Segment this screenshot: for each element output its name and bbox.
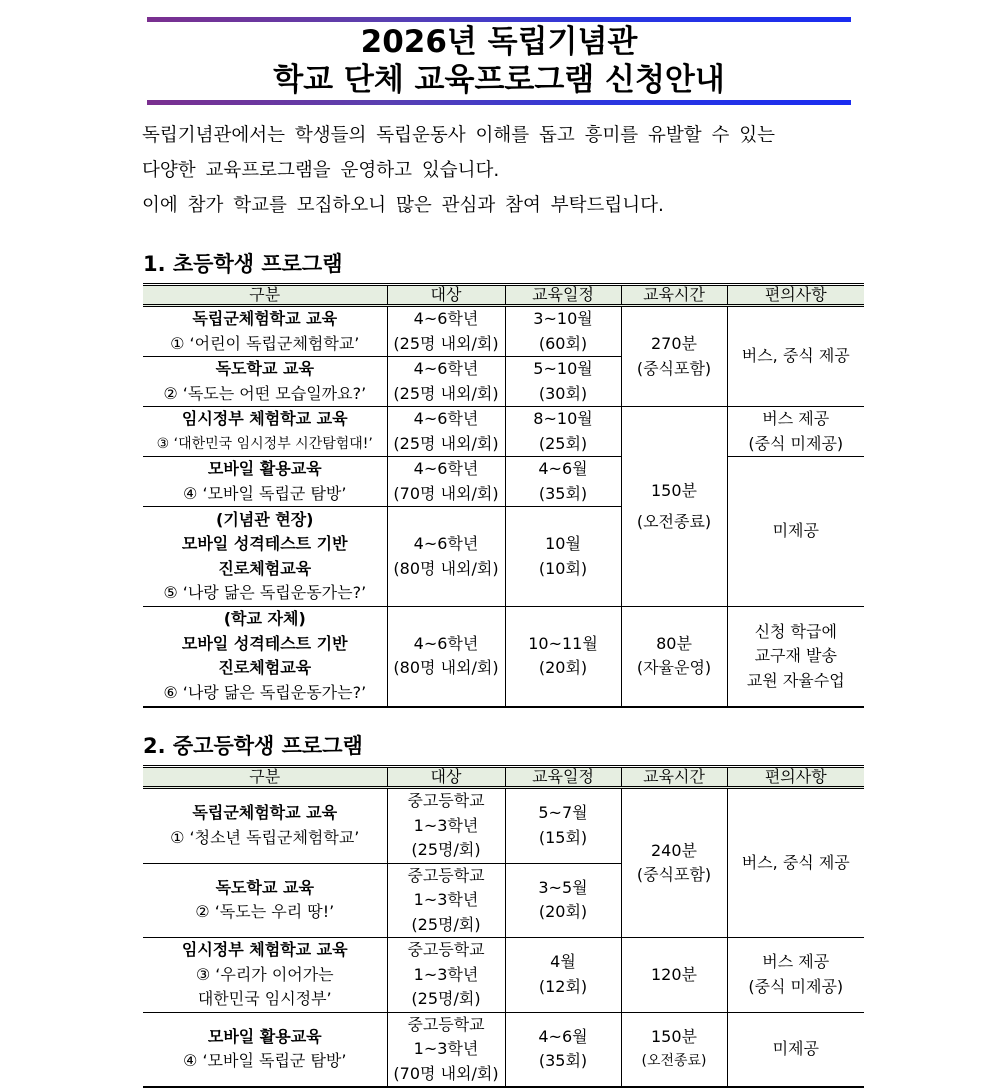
time-cell [621,788,727,938]
target-grade: 4~6학년 [413,534,479,553]
page-title-line1: 2026년 독립기념관 [360,24,638,60]
program-name: 모바일 활용교육 [207,459,322,478]
convenience-text: 신청 학급에 [754,621,837,641]
convenience-text: (중식 미제공) [748,433,844,453]
schedule-cell [505,306,621,357]
title-top-bar [147,17,851,22]
target-grade: 4~6학년 [413,633,479,653]
program-subtitle: ① ‘어린이 독립군체험학교’ [170,333,360,353]
program-subtitle: ② ‘독도는 어떤 모습일까요?’ [163,383,367,403]
schedule-months: 3~10월 [533,309,593,328]
convenience-text: 버스 제공 [762,952,830,972]
convenience-text: 버스, 중식 제공 [741,346,850,366]
program-name: (기념관 현장) [216,509,314,529]
col-header: 구분 [143,767,387,788]
target-size: (70명 내외/회) [393,483,499,503]
schedule-count: (25회) [538,433,588,453]
convenience-text: 버스 제공 [762,409,830,428]
col-header: 교육시간 [621,285,727,306]
schedule-cell [505,863,621,938]
target-cell [387,507,505,607]
schedule-months: 5~7월 [538,803,588,823]
col-header: 대상 [387,285,505,306]
schedule-cell [505,788,621,864]
intro-paragraph [142,118,852,223]
time-note: (중식포함) [636,865,712,884]
col-header: 교육일정 [505,767,621,788]
convenience-text: 교구재 발송 [754,646,837,665]
program-subtitle: ⑤ ‘나랑 닮은 독립운동가는?’ [163,583,367,602]
target-size: (80명 내외/회) [393,558,499,578]
table-row [143,788,864,864]
program-name: 모바일 성격테스트 기반 [181,633,348,653]
program-name: 독립군체험학교 교육 [192,803,338,823]
schedule-months: 4~6월 [538,1026,588,1046]
schedule-months: 4~6월 [538,459,588,478]
target-cell [387,1012,505,1087]
target-size: (25명/회) [411,989,481,1008]
table-header-row [143,285,864,306]
convenience-text: 교원 자율수업 [746,670,845,690]
time-cell [621,607,727,707]
program-cell [143,863,387,938]
schedule-cell [505,457,621,507]
target-cell [387,863,505,938]
program-name: 독립군체험학교 교육 [192,309,338,328]
convenience-text: 미제공 [772,521,819,541]
schedule-cell [505,607,621,707]
schedule-count: (35회) [538,483,588,503]
target-cell [387,788,505,864]
program-name: 독도학교 교육 [215,359,314,378]
schedule-cell [505,357,621,407]
target-grade: 4~6학년 [413,459,479,478]
target-cell [387,306,505,357]
table-row [143,938,864,1013]
schedule-count: (12회) [538,976,588,996]
program-cell [143,407,387,457]
program-subtitle: ④ ‘모바일 독립군 탐방’ [183,483,347,503]
time-cell [621,938,727,1013]
program-name: 독도학교 교육 [215,877,314,897]
col-header: 편의사항 [727,285,864,306]
schedule-count: (60회) [538,333,588,353]
target-size: (25명/회) [411,840,481,859]
page-title-line2: 학교 단체 교육프로그램 신청안내 [273,62,725,98]
schedule-months: 3~5월 [538,877,588,897]
program-name: 진로체험교육 [218,658,312,678]
program-name: 임시정부 체험학교 교육 [181,940,348,959]
target-grade: 4~6학년 [413,359,479,378]
section1-heading: 1. 초등학생 프로그램 [143,252,343,276]
time-cell [621,1012,727,1087]
target-grade: 4~6학년 [413,309,479,328]
convenience-cell [727,407,864,457]
program-name: 진로체험교육 [218,558,312,578]
program-cell [143,507,387,607]
target-size: (25명 내외/회) [393,333,499,353]
schedule-months: 5~10월 [533,359,593,378]
program-cell [143,938,387,1013]
col-header: 편의사항 [727,767,864,788]
target-size: (25명 내외/회) [393,383,499,403]
time-duration: 240분 [651,840,697,860]
time-note: (중식포함) [636,358,712,378]
target-grade: 1~3학년 [413,964,479,984]
program-subtitle: ① ‘청소년 독립군체험학교’ [170,827,360,847]
title-box [147,17,851,107]
program-name: 모바일 성격테스트 기반 [181,534,348,553]
target-school: 중고등학교 [407,1014,485,1034]
intro-line: 이에 참가 학교를 모집하오니 많은 관심과 참여 부탁드립니다. [142,195,664,216]
schedule-months: 10월 [545,534,581,553]
target-size: (25명/회) [411,914,481,934]
time-duration: 150분 [651,481,697,500]
target-grade: 1~3학년 [413,815,479,835]
schedule-count: (20회) [538,902,588,922]
program-subtitle: ④ ‘모바일 독립군 탐방’ [183,1051,347,1071]
table-row [143,407,864,457]
target-school: 중고등학교 [407,940,485,959]
target-size: (70명 내외/회) [393,1063,499,1083]
time-note: (오전종료) [636,511,712,531]
target-grade: 4~6학년 [413,409,479,428]
convenience-cell [727,938,864,1013]
convenience-text: (중식 미제공) [748,976,844,996]
target-grade: 1~3학년 [413,890,479,909]
schedule-count: (35회) [538,1051,588,1071]
col-header: 교육시간 [621,767,727,788]
schedule-cell [505,507,621,607]
time-cell [621,306,727,407]
program-cell [143,607,387,707]
schedule-cell [505,407,621,457]
target-size: (25명 내외/회) [393,433,499,453]
target-school: 중고등학교 [407,791,485,810]
time-duration: 270분 [651,334,697,353]
program-name: (학교 자체) [223,609,306,629]
intro-line: 독립기념관에서는 학생들의 독립운동사 이해를 돕고 흥미를 유발할 수 있는 [142,125,776,146]
convenience-cell [727,457,864,607]
table-row [143,457,864,507]
program-subtitle: ② ‘독도는 우리 땅!’ [195,902,335,922]
schedule-months: 8~10월 [533,409,593,428]
target-cell [387,457,505,507]
time-duration: 80분 [656,633,692,653]
schedule-count: (15회) [538,827,588,847]
table-header-row [143,767,864,788]
schedule-count: (30회) [538,383,588,403]
section2-heading: 2. 중고등학생 프로그램 [143,734,363,758]
convenience-cell [727,788,864,938]
schedule-months: 10~11월 [528,633,598,653]
time-note: (오전종료) [641,1053,707,1070]
target-size: (80명 내외/회) [393,658,499,678]
target-cell [387,938,505,1013]
schedule-cell [505,938,621,1013]
target-school: 중고등학교 [407,865,485,885]
table-row [143,1012,864,1087]
secondary-program-table [143,765,864,1088]
time-duration: 150분 [651,1026,697,1046]
title-bottom-bar [147,100,851,105]
program-subtitle: 대한민국 임시정부’ [197,989,332,1008]
time-note: (자율운영) [636,658,712,678]
program-cell [143,457,387,507]
schedule-count: (10회) [538,558,588,578]
program-subtitle: ⑥ ‘나랑 닮은 독립운동가는?’ [163,682,367,702]
program-cell [143,788,387,864]
col-header: 구분 [143,285,387,306]
intro-line: 다양한 교육프로그램을 운영하고 있습니다. [142,160,500,181]
table-row [143,306,864,357]
schedule-cell [505,1012,621,1087]
col-header: 대상 [387,767,505,788]
program-name: 모바일 활용교육 [207,1026,322,1046]
convenience-cell [727,607,864,707]
convenience-text: 버스, 중식 제공 [741,852,850,872]
program-name: 임시정부 체험학교 교육 [181,409,348,428]
program-subtitle: ③ ‘우리가 이어가는 [195,964,334,984]
target-cell [387,357,505,407]
convenience-cell [727,306,864,407]
program-cell [143,357,387,407]
time-duration: 120분 [651,964,697,984]
target-cell [387,607,505,707]
program-subtitle: ③ ‘대한민국 임시정부 시간탐험대!’ [156,435,373,452]
schedule-months: 4월 [550,952,576,972]
schedule-count: (20회) [538,658,588,678]
program-cell [143,306,387,357]
elementary-program-table [143,283,864,708]
convenience-cell [727,1012,864,1087]
target-grade: 1~3학년 [413,1039,479,1058]
table-row [143,607,864,707]
convenience-text: 미제공 [772,1039,819,1058]
program-cell [143,1012,387,1087]
col-header: 교육일정 [505,285,621,306]
target-cell [387,407,505,457]
time-cell [621,407,727,607]
